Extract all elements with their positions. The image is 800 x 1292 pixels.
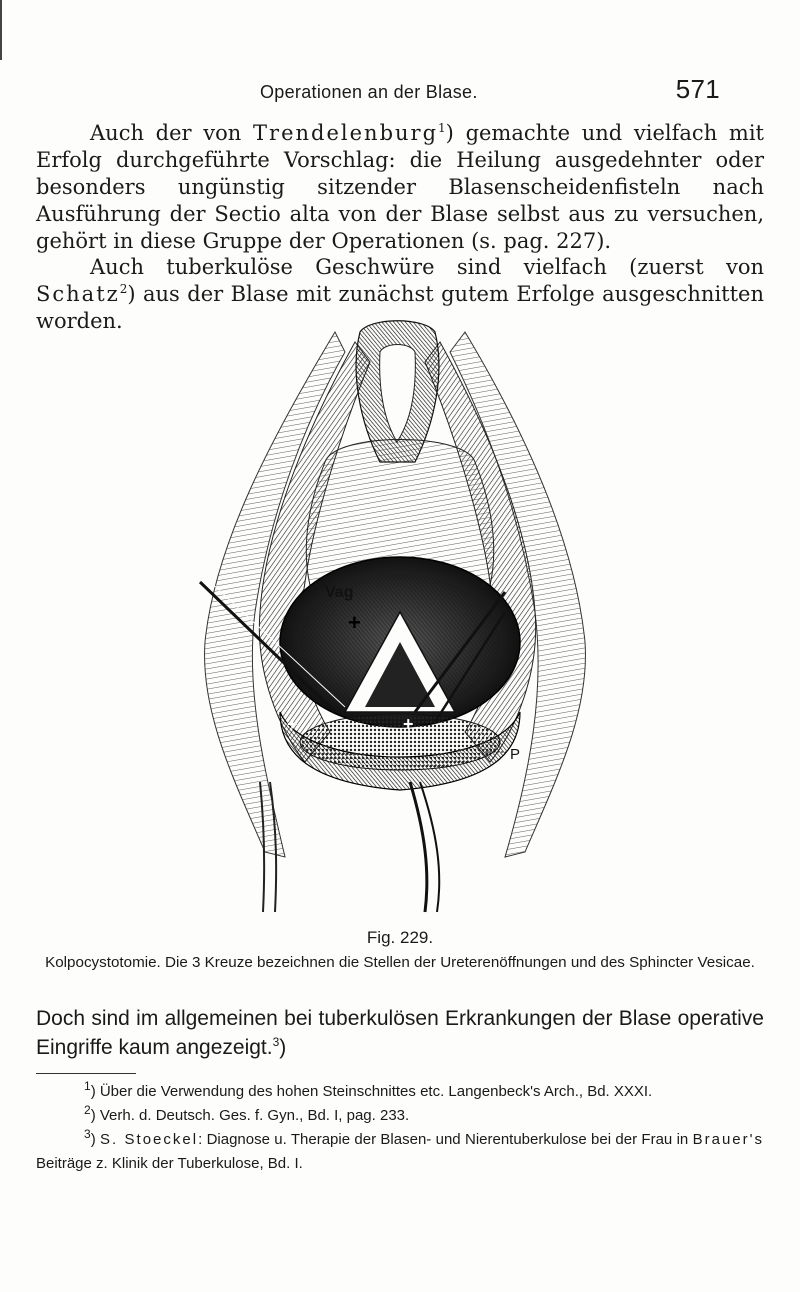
author-brauer: Brauer's: [692, 1131, 765, 1148]
figure-caption: Kolpocystotomie. Die 3 Kreuze bezeichnen die Stellen der Ureterenöffnungen und des Sphincter Vesicae.: [45, 954, 755, 971]
paragraph-1: [36, 120, 764, 255]
footnote-ref-2: 2: [119, 282, 128, 296]
footnote-ref-3: 3: [272, 1035, 280, 1049]
author-stoeckel: S. Stoeckel: [100, 1131, 199, 1148]
footnote-3: [36, 1128, 764, 1176]
paragraph-3-close: ): [279, 1036, 287, 1059]
author-schatz: Schatz: [36, 282, 120, 306]
paragraph-1-text-a: Auch der von: [90, 121, 254, 145]
label-p: P: [510, 746, 521, 763]
footnote-1-number: 1: [84, 1079, 91, 1093]
paragraph-2-text-a: Auch tuberkulöse Geschwüre sind vielfach (zuerst von: [90, 255, 764, 279]
footnote-ref-1: 1: [438, 121, 446, 135]
running-head-title: Operationen an der Blase.: [260, 82, 478, 102]
clamp-right: [410, 782, 427, 912]
footnote-2-number: 2: [84, 1103, 91, 1117]
footnote-1-text: ) Über die Verwendung des hohen Steinschnittes etc. Langenbeck's Arch., Bd. XXXI.: [90, 1083, 653, 1100]
footnote-3-text-b: : Diagnose u. Therapie der Blasen- und Nierentuberkulose bei der Frau in: [198, 1131, 693, 1148]
footnote-2: [36, 1104, 764, 1128]
paragraph-3-text: Doch sind im allgemeinen bei tuberkulösen Erkrankungen der Blase operative Eingriffe kaum angezeigt.: [36, 1007, 764, 1059]
figure-kolpocystotomie: [185, 312, 615, 922]
paragraph-2-text-b: ) aus der Blase mit zunächst gutem Erfolge ausgeschnitten worden.: [36, 282, 764, 333]
footnote-1: [36, 1080, 764, 1104]
footnote-rule: [36, 1073, 136, 1074]
page-number: 571: [675, 74, 720, 104]
paragraph-3: [36, 1004, 764, 1062]
footnote-3-number: 3: [84, 1127, 91, 1141]
footnotes: [36, 1080, 764, 1176]
footnote-3-text-a: ): [90, 1131, 101, 1148]
footnote-3-text-c: Beiträge z. Klinik der Tuberkulose, Bd. I.: [36, 1155, 303, 1172]
footnote-2-text: ) Verh. d. Deutsch. Ges. f. Gyn., Bd. I, pag. 233.: [90, 1107, 410, 1124]
paragraph-1-text-b: ) gemachte und vielfach mit Erfolg durchgeführte Vorschlag: die Heilung ausgedehnter oder besonders ungünstig sitzender Blasenscheidenfisteln nach Ausführung der Sectio alta von der Blase selbst aus zu versuchen, gehört in diese Gruppe der Operationen (s. pag. 227).: [36, 121, 764, 253]
figure-number: Fig. 229.: [366, 928, 434, 947]
cross-mark-left: +: [287, 714, 298, 734]
page-edge-mark: [0, 0, 8, 60]
cross-mark-right: +: [403, 714, 414, 734]
author-trendelenburg: Trendelenburg: [253, 121, 439, 145]
label-vag: Vag: [325, 584, 354, 601]
anatomical-illustration: [185, 312, 615, 922]
cross-mark-top: +: [348, 610, 361, 635]
